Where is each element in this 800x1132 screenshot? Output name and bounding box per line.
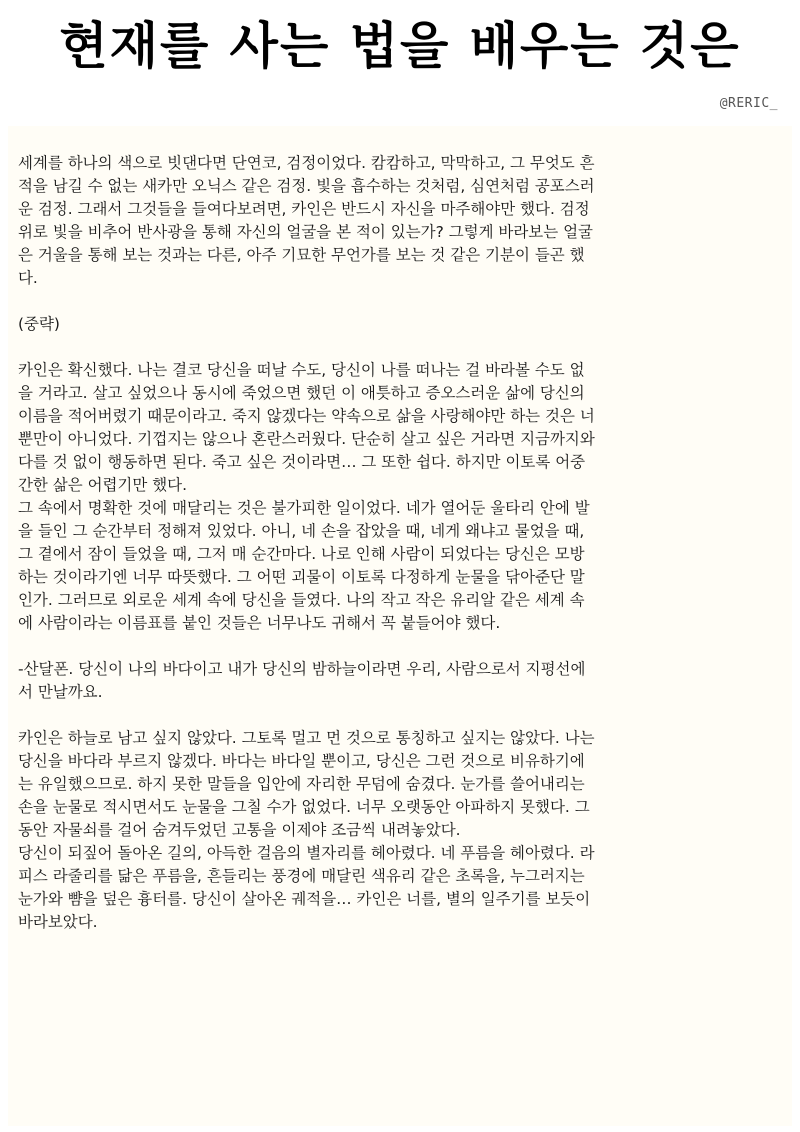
paragraph (18, 152, 788, 290)
text-line: -산달폰. 당신이 나의 바다이고 내가 당신의 밤하늘이라면 우리, 사람으로서 지평선에 (18, 660, 586, 678)
text-line: 에 사람이라는 이름표를 붙인 것들은 너무나도 귀해서 꼭 붙들어야 했다. (18, 614, 501, 632)
text-line: 서 만날까요. (18, 683, 103, 701)
text-line: 이름을 적어버렸기 때문이라고. 죽지 않겠다는 약속으로 삶을 사랑해야만 하는 것은 너 (18, 407, 595, 425)
text-line: 당신이 되짚어 돌아온 길의, 아득한 걸음의 별자리를 헤아렸다. 네 푸름을 헤아렸다. 라 (18, 844, 595, 862)
paragraph (18, 727, 788, 934)
text-line: 그 속에서 명확한 것에 매달리는 것은 불가피한 일이었다. 네가 열어둔 울타리 안에 발 (18, 499, 590, 517)
paragraph-gap (18, 635, 788, 658)
text-line: 다. (18, 269, 38, 287)
text-line: 인가. 그러므로 외로운 세계 속에 당신을 들였다. 나의 작고 작은 유리알 같은 세계 속 (18, 591, 585, 609)
text-line: 세계를 하나의 색으로 빗댄다면 단연코, 검정이었다. 캄캄하고, 막막하고, 그 무엇도 흔 (18, 154, 595, 172)
text-line: 하는 것이라기엔 너무 따뜻했다. 그 어떤 괴물이 이토록 다정하게 눈물을 닦아준단 말 (18, 568, 585, 586)
paragraph-gap (18, 290, 788, 313)
paragraph (18, 313, 788, 336)
text-panel (8, 126, 792, 1126)
paragraph (18, 658, 788, 704)
text-line: 다를 것 없이 행동하면 된다. 죽고 싶은 것이라면… 그 또한 쉽다. 하지만 이토록 어중 (18, 453, 586, 471)
text-line: 위로 빛을 비추어 반사광을 통해 자신의 얼굴을 본 적이 있는가? 그렇게 바라보는 얼굴 (18, 223, 593, 241)
text-line: 피스 라줄리를 닮은 푸름을, 흔들리는 풍경에 매달린 색유리 같은 초록을, 누그러지는 (18, 867, 585, 885)
text-line: 운 검정. 그래서 그것들을 들여다보려면, 카인은 반드시 자신을 마주해야만 했다. 검정 (18, 200, 590, 218)
text-line: 을 들인 그 순간부터 정해져 있었다. 아니, 네 손을 잡았을 때, 네게 왜냐고 물었을 때, (18, 522, 585, 540)
text-line: 카인은 확신했다. 나는 결코 당신을 떠날 수도, 당신이 나를 떠나는 걸 바라볼 수도 없 (18, 361, 585, 379)
author-handle: @RERIC_ (719, 96, 778, 111)
text-line: 동안 자물쇠를 걸어 숨겨두었던 고통을 이제야 조금씩 내려놓았다. (18, 821, 461, 839)
text-line: 눈가와 뺨을 덮은 흉터를. 당신이 살아온 궤적을… 카인은 너를, 별의 일주기를 보듯이 (18, 890, 591, 908)
text-line: 카인은 하늘로 남고 싶지 않았다. 그토록 멀고 먼 것으로 통칭하고 싶지는 않았다. 나는 (18, 729, 595, 747)
text-line: 당신을 바다라 부르지 않겠다. 바다는 바다일 뿐이고, 당신은 그런 것으로 비유하기에 (18, 752, 585, 770)
text-line: 그 곁에서 잠이 들었을 때, 그저 매 순간마다. 나로 인해 사람이 되었다는 당신은 모방 (18, 545, 585, 563)
text-line: 손을 눈물로 적시면서도 눈물을 그칠 수가 없었다. 너무 오랫동안 아파하지 못했다. 그 (18, 798, 590, 816)
paragraph-gap (18, 704, 788, 727)
text-line: 을 거라고. 살고 싶었으나 동시에 죽었으면 했던 이 애틋하고 증오스러운 삶에 당신의 (18, 384, 585, 402)
text-line: 뿐만이 아니었다. 기껍지는 않으나 혼란스러웠다. 단순히 살고 싶은 거라면 지금까지와 (18, 430, 595, 448)
text-line: 적을 남길 수 없는 새카만 오닉스 같은 검정. 빛을 흡수하는 것처럼, 심연처럼 공포스러 (18, 177, 595, 195)
text-line: 바라보았다. (18, 913, 98, 931)
paragraph (18, 359, 788, 635)
text-line: (중략) (18, 315, 60, 333)
paragraph-gap (18, 336, 788, 359)
page-title: 현재를 사는 법을 배우는 것은 (59, 17, 741, 75)
text-line: 은 거울을 통해 보는 것과는 다른, 아주 기묘한 무언가를 보는 것 같은 기분이 들곤 했 (18, 246, 585, 264)
text-line: 는 유일했으므로. 하지 못한 말들을 입안에 자리한 무덤에 숨겼다. 눈가를 쓸어내리는 (18, 775, 585, 793)
text-line: 간한 삶은 어렵기만 했다. (18, 476, 188, 494)
body-text (18, 152, 788, 934)
